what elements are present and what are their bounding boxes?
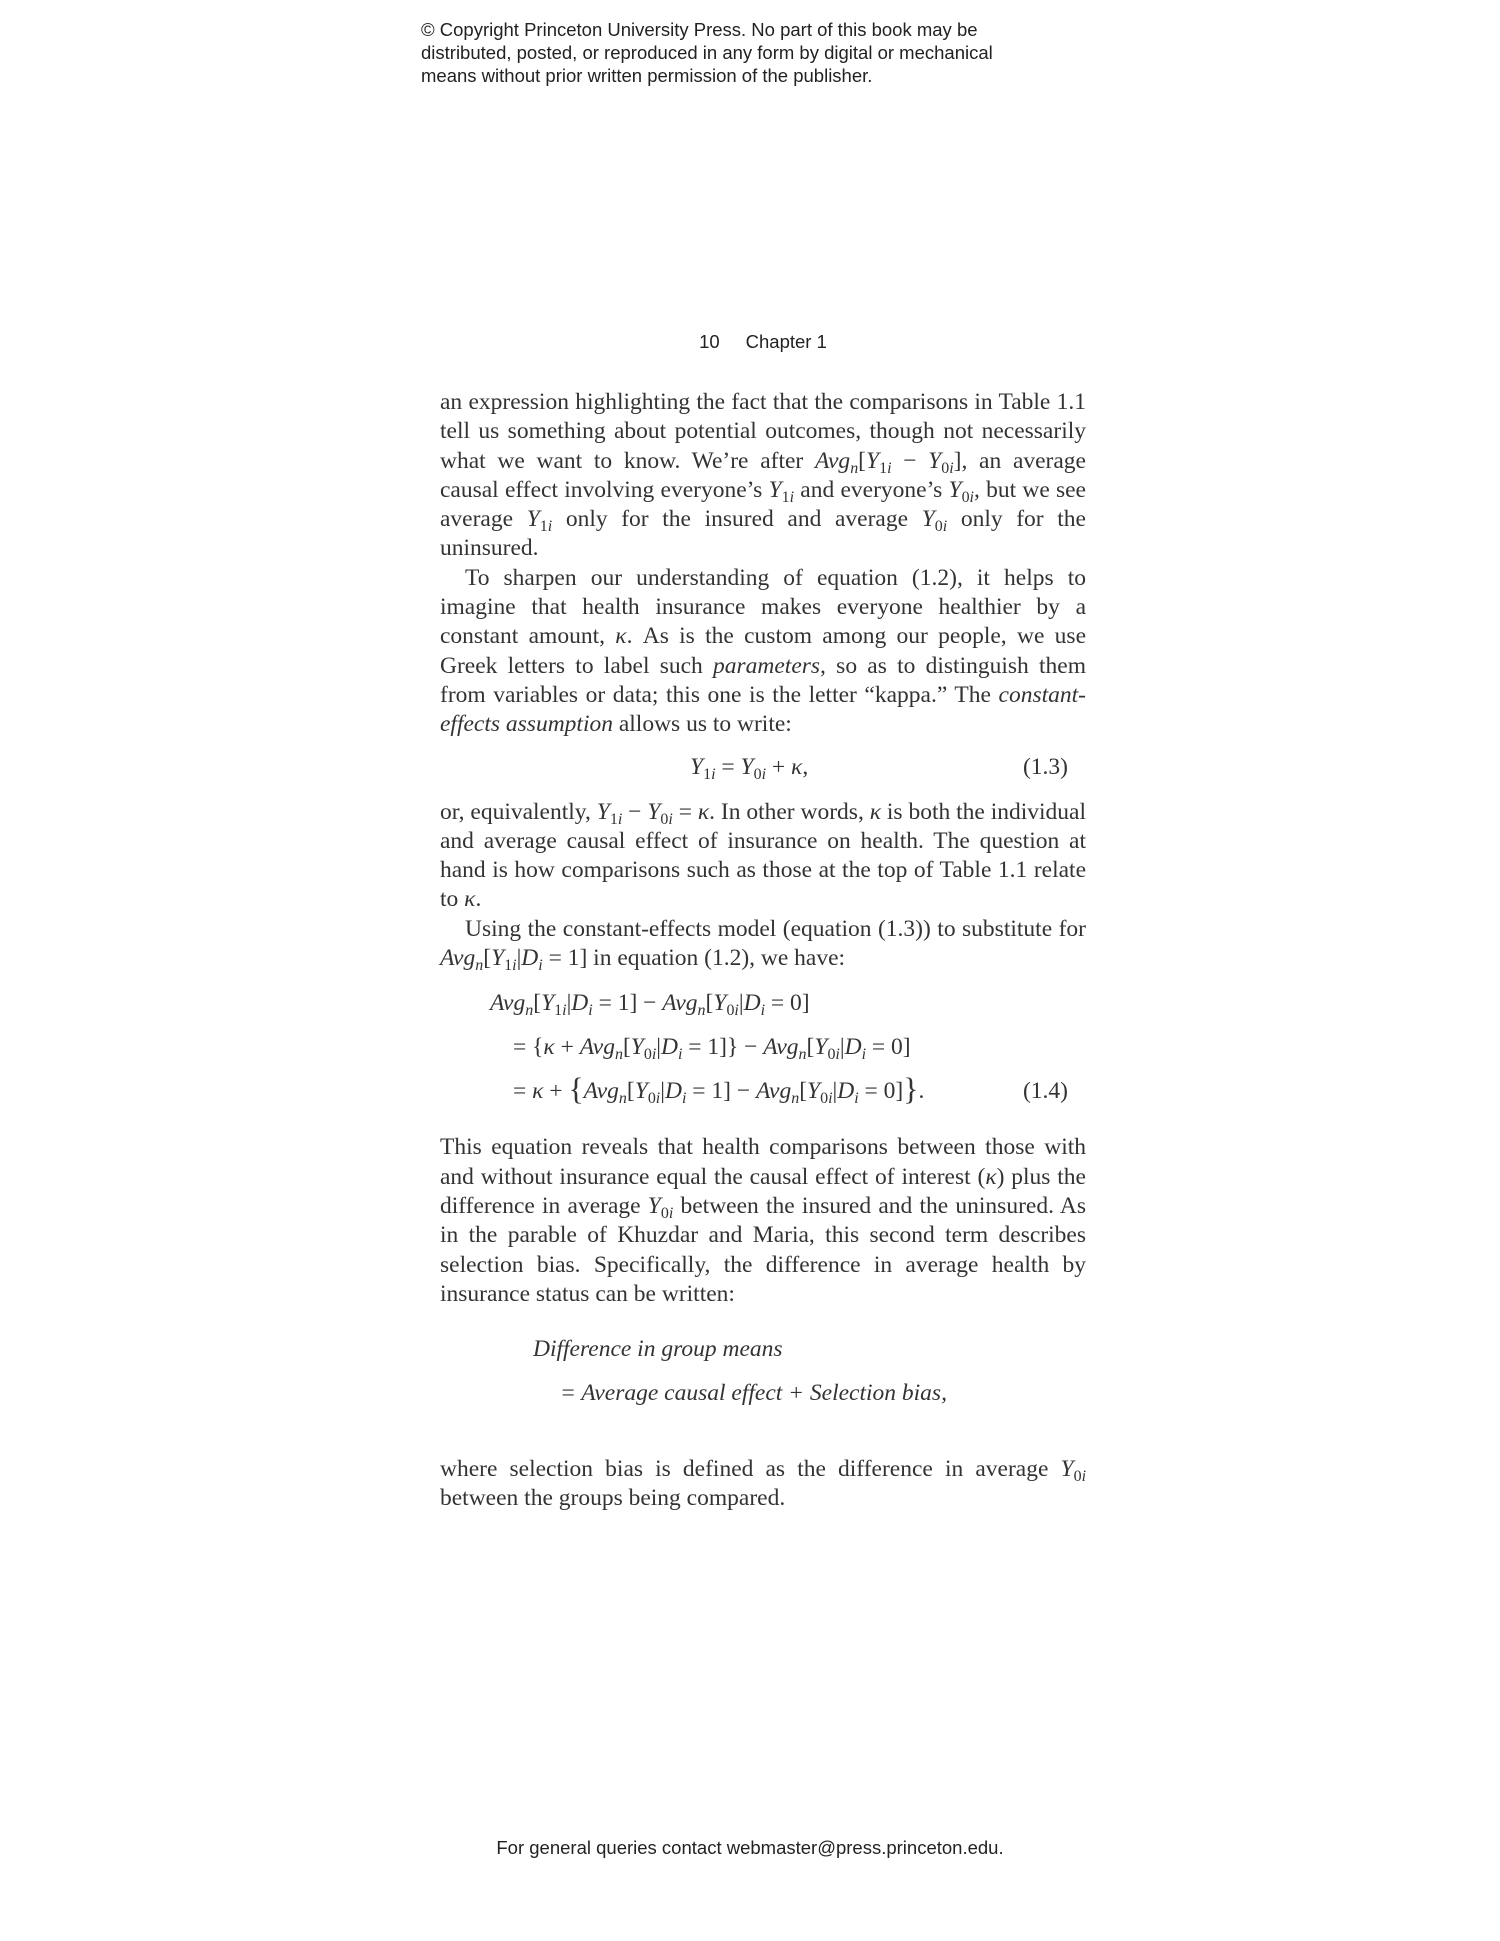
math-kappa: κ (869, 798, 881, 825)
p1-text-d: , but we see average (440, 476, 1086, 533)
p1-text-e: only for the insured and average (552, 506, 922, 533)
equation-1-4-row-2: = $\{\kappa + Avg_n[Y_{0i}|D_i = 1]\} - Avg_n[Y_{0i}|D_i = 0]$ (513, 1034, 911, 1064)
equation-1-3 (440, 740, 1086, 798)
paragraph-2 (440, 564, 1086, 740)
p4-text-a: Using the constant-effects model (equation (1.3)) to substitute for (465, 915, 1086, 942)
equation-1-4-number: (1.4) (1022, 1078, 1068, 1105)
copyright-line-3: means without prior written permission of the publisher. (421, 65, 873, 86)
p3-text-d: . (475, 886, 482, 913)
p3-text-a: or, equivalently, (440, 798, 597, 825)
paragraph-6 (440, 1455, 1086, 1514)
math-y1i: $Y_{1i}$ (526, 506, 553, 535)
body-text (440, 388, 1086, 1514)
math-kappa: κ (464, 886, 476, 913)
p3-text-c: is both the individual and average causal effect of insurance on health. The question at hand is how comparisons such as those at the top of Table 1.1 relate to (440, 798, 1086, 913)
paragraph-4 (440, 915, 1086, 974)
equation-1-3-body: $Y_{1i} = Y_{0i} + \kappa$, (690, 753, 809, 783)
p2-text-d: so as to distinguish them from variables or data; this one is the letter “kappa.” The (440, 652, 1086, 708)
p5-text-b: ) plus the difference in average (440, 1163, 1086, 1219)
p2-text-b: . As is the custom among our people, we use Greek letters to label such (440, 623, 1086, 679)
p4-text-b: in equation (1.2), we have: (587, 945, 846, 972)
p1-text-a: an expression highlighting the fact that the comparisons in Table 1.1 tell us something about potential outcomes, though not necessarily what we want to know. We’re after (440, 389, 1086, 474)
math-y0i: $Y_{0i}$ (948, 476, 974, 506)
equation-1-3-number: (1.3) (1022, 753, 1068, 780)
p3-text-b: . In other words, (709, 798, 870, 825)
p1-text-b: , an average causal effect involving everyone’s (440, 447, 1086, 503)
definition-line-2: = Average causal effect + Selection bias, (560, 1380, 947, 1407)
equation-1-4-row-1: $Avg_n[Y_{1i}|D_i = 1] - Avg_n[Y_{0i}|D_i = 0]$ (490, 990, 810, 1020)
p6-text-a: where selection bias is defined as the difference in average (440, 1456, 1061, 1483)
p2-emphasis-parameters: parameters, (713, 652, 826, 679)
math-avg-y1-y0: $Avg_n[Y_{1i} - Y_{0i}]$ (814, 447, 962, 477)
math-y1i-minus-y0i: $Y_{1i} - Y_{0i} = \kappa$ (596, 798, 710, 828)
p6-text-b: between the groups being compared. (440, 1485, 786, 1512)
paragraph-5 (440, 1133, 1086, 1309)
paragraph-3 (440, 798, 1086, 915)
p2-emphasis-assumption: constant-effects assumption (440, 681, 1086, 738)
equation-1-4 (440, 973, 1086, 1133)
p2-text-a: To sharpen our understanding of equation (1.2), it helps to imagine that health insurance makes everyone healthier by a constant amount, (440, 564, 1086, 650)
paragraph-1 (440, 388, 1086, 564)
copyright-line-2: distributed, posted, or reproduced in any form by digital or mechanical (421, 42, 993, 63)
math-y1i: $Y_{1i}$ (768, 476, 795, 506)
selection-bias-definition (440, 1309, 1086, 1455)
chapter-label: Chapter 1 (745, 331, 827, 352)
math-kappa: κ (615, 623, 627, 650)
copyright-line-1: © Copyright Princeton University Press. No part of this book may be (421, 19, 978, 40)
math-y0i: $Y_{0i}$ (647, 1192, 674, 1222)
math-avg-y1i-given-d1: $Avg_n[Y_{1i}|D_i = 1]$ (440, 945, 588, 974)
p5-text-c: between the insured and the uninsured. As in the parable of Khuzdar and Maria, this second term describes selection bias. Specifically, the difference in average health by insurance status can be written: (440, 1192, 1086, 1307)
definition-line-1: Difference in group means (533, 1336, 783, 1363)
p2-text-f: allows us to write: (612, 711, 792, 738)
running-head (440, 331, 1086, 353)
p5-text-a: This equation reveals that health comparisons between those with and without insurance equal the causal effect of interest ( (440, 1134, 1086, 1190)
page-number: 10 (699, 331, 720, 352)
p1-text-f: only for the uninsured. (440, 506, 1086, 562)
footer-contact: For general queries contact webmaster@press.princeton.edu. (496, 1837, 1004, 1858)
copyright-notice (421, 18, 1061, 87)
math-y0i: $Y_{0i}$ (1060, 1456, 1086, 1485)
math-y0i: $Y_{0i}$ (921, 506, 948, 535)
p1-text-c: and everyone’s (794, 476, 949, 503)
math-kappa: κ (985, 1163, 997, 1190)
equation-1-4-row-3: = $\kappa + \{Avg_n[Y_{0i}|D_i = 1] - Avg_n[Y_{0i}|D_i = 0]\}$. (513, 1071, 925, 1108)
